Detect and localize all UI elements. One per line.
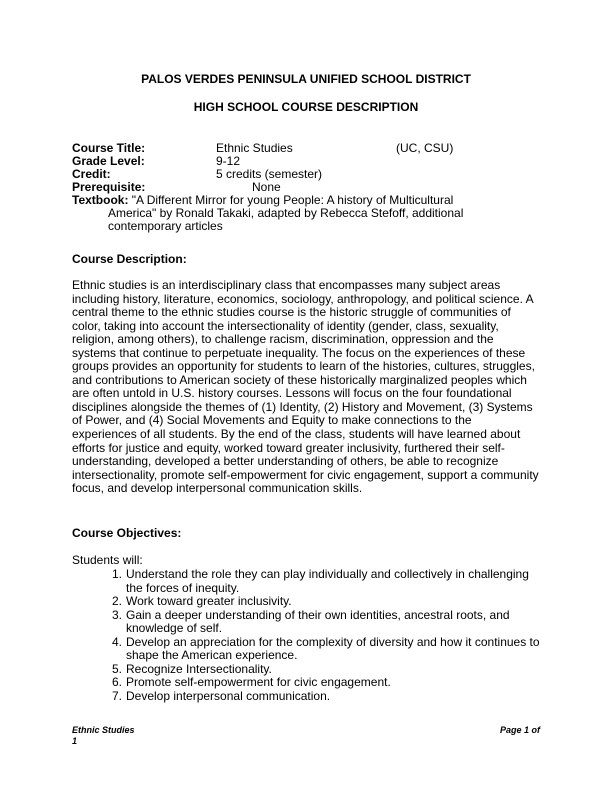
course-title-extra: (UC, CSU)	[396, 141, 454, 155]
description-paragraph	[72, 279, 552, 496]
description-line: and contributions to American society of these historically marginalized peoples which	[72, 372, 527, 387]
textbook-line: "A Different Mirror for young People: A history of Multicultural	[128, 193, 454, 207]
grade-level-value: 9-12	[216, 154, 241, 168]
objective-text	[126, 636, 552, 663]
footer-page-label: Page 1 of	[499, 725, 540, 735]
objective-item	[72, 690, 552, 704]
textbook-line: contemporary articles	[108, 219, 223, 233]
footer-page-number: 1	[72, 736, 78, 746]
objective-line: Understand the role they can play individually and collectively in challenging	[126, 567, 529, 581]
course-meta	[72, 142, 552, 194]
objective-item	[72, 595, 552, 609]
credit-value: 5 credits (semester)	[216, 167, 323, 181]
objective-line: Recognize Intersectionality.	[126, 661, 272, 676]
objective-text	[126, 568, 552, 595]
course-description-heading: HIGH SCHOOL COURSE DESCRIPTION	[193, 100, 419, 114]
objective-text	[126, 609, 552, 636]
prerequisite-label: Prerequisite:	[72, 180, 146, 194]
objective-text	[126, 676, 552, 690]
objective-item	[72, 663, 552, 677]
description-line: intersectionality, promote self-empowerment for civic engagement, support a community	[72, 467, 539, 482]
textbook-line: America" by Ronald Takaki, adapted by Rebecca Stefoff, additional	[108, 206, 464, 220]
objective-text	[126, 690, 552, 704]
objective-text	[126, 595, 552, 609]
objective-item	[72, 676, 552, 690]
footer-course-name: Ethnic Studies	[72, 725, 135, 735]
objective-line: Develop interpersonal communication.	[126, 688, 331, 703]
objective-number: 5.	[111, 661, 122, 676]
objectives-list	[72, 568, 552, 703]
prerequisite-value: None	[252, 180, 281, 194]
objective-number: 6.	[111, 675, 122, 689]
objective-number: 1.	[111, 567, 122, 581]
objective-line: Promote self-empowerment for civic engagement.	[126, 675, 391, 689]
objectives-intro: Students will:	[72, 553, 143, 567]
description-line: systems that continue to perpetuate inequality. The focus on the experiences of these	[72, 345, 526, 360]
credit-label: Credit:	[72, 167, 111, 181]
description-heading: Course Description:	[72, 252, 187, 266]
description-line: color, taking into account the intersectionality of identity (gender, class, sexuality,	[72, 318, 499, 333]
textbook-label: Textbook:	[72, 193, 129, 207]
objective-item	[72, 636, 552, 663]
description-line: disciplines alongside the themes of (1) Identity, (2) History and Movement, (3) Systems	[72, 399, 533, 414]
grade-level-label: Grade Level:	[72, 154, 145, 168]
description-line: experiences of all students. By the end of the class, students will have learned about	[72, 427, 521, 442]
objective-number: 7.	[111, 688, 122, 703]
objective-line: knowledge of self.	[126, 621, 223, 635]
description-line: Ethnic studies is an interdisciplinary class that encompasses many subject areas	[72, 278, 501, 292]
objective-number: 3.	[111, 607, 122, 622]
objective-line: Gain a deeper understanding of their own identities, ancestral roots, and	[126, 607, 510, 622]
textbook-block	[72, 194, 472, 233]
objective-number: 2.	[111, 594, 122, 608]
description-line: central theme to the ethnic studies course is the historic struggle of communities of	[72, 305, 511, 320]
objective-item	[72, 568, 552, 595]
description-line: of Power, and (4) Social Movements and Equity to make connections to the	[72, 413, 472, 428]
objective-text	[126, 663, 552, 677]
description-line: religion, among others), to challenge racism, discrimination, oppression and the	[72, 332, 494, 347]
objective-item	[72, 609, 552, 636]
course-title-label: Course Title:	[72, 141, 146, 155]
description-line: efforts for justice and equity, worked toward greater inclusivity, furthered their self-	[72, 440, 505, 455]
course-title-value: Ethnic Studies	[216, 141, 293, 155]
objective-number: 4.	[111, 634, 122, 649]
objective-line: the forces of inequity.	[126, 580, 240, 595]
description-line: are often untold in U.S. history courses. Lessons will focus on the four foundational	[72, 386, 512, 401]
objective-line: Work toward greater inclusivity.	[126, 594, 292, 608]
objective-line: shape the American experience.	[126, 648, 298, 662]
description-line: understanding, developed a better understanding of others, be able to recognize	[72, 454, 499, 469]
description-line: groups provides an opportunity for students to learn of the histories, cultures, struggles,	[72, 359, 535, 374]
description-line: including history, literature, economics, sociology, anthropology, and political science. A	[72, 291, 534, 306]
description-line: focus, and develop interpersonal communication skills.	[72, 481, 363, 496]
district-heading: PALOS VERDES PENINSULA UNIFIED SCHOOL DISTRICT	[141, 72, 471, 86]
objective-line: Develop an appreciation for the complexity of diversity and how it continues to	[126, 634, 540, 649]
objectives-heading: Course Objectives:	[72, 526, 182, 540]
